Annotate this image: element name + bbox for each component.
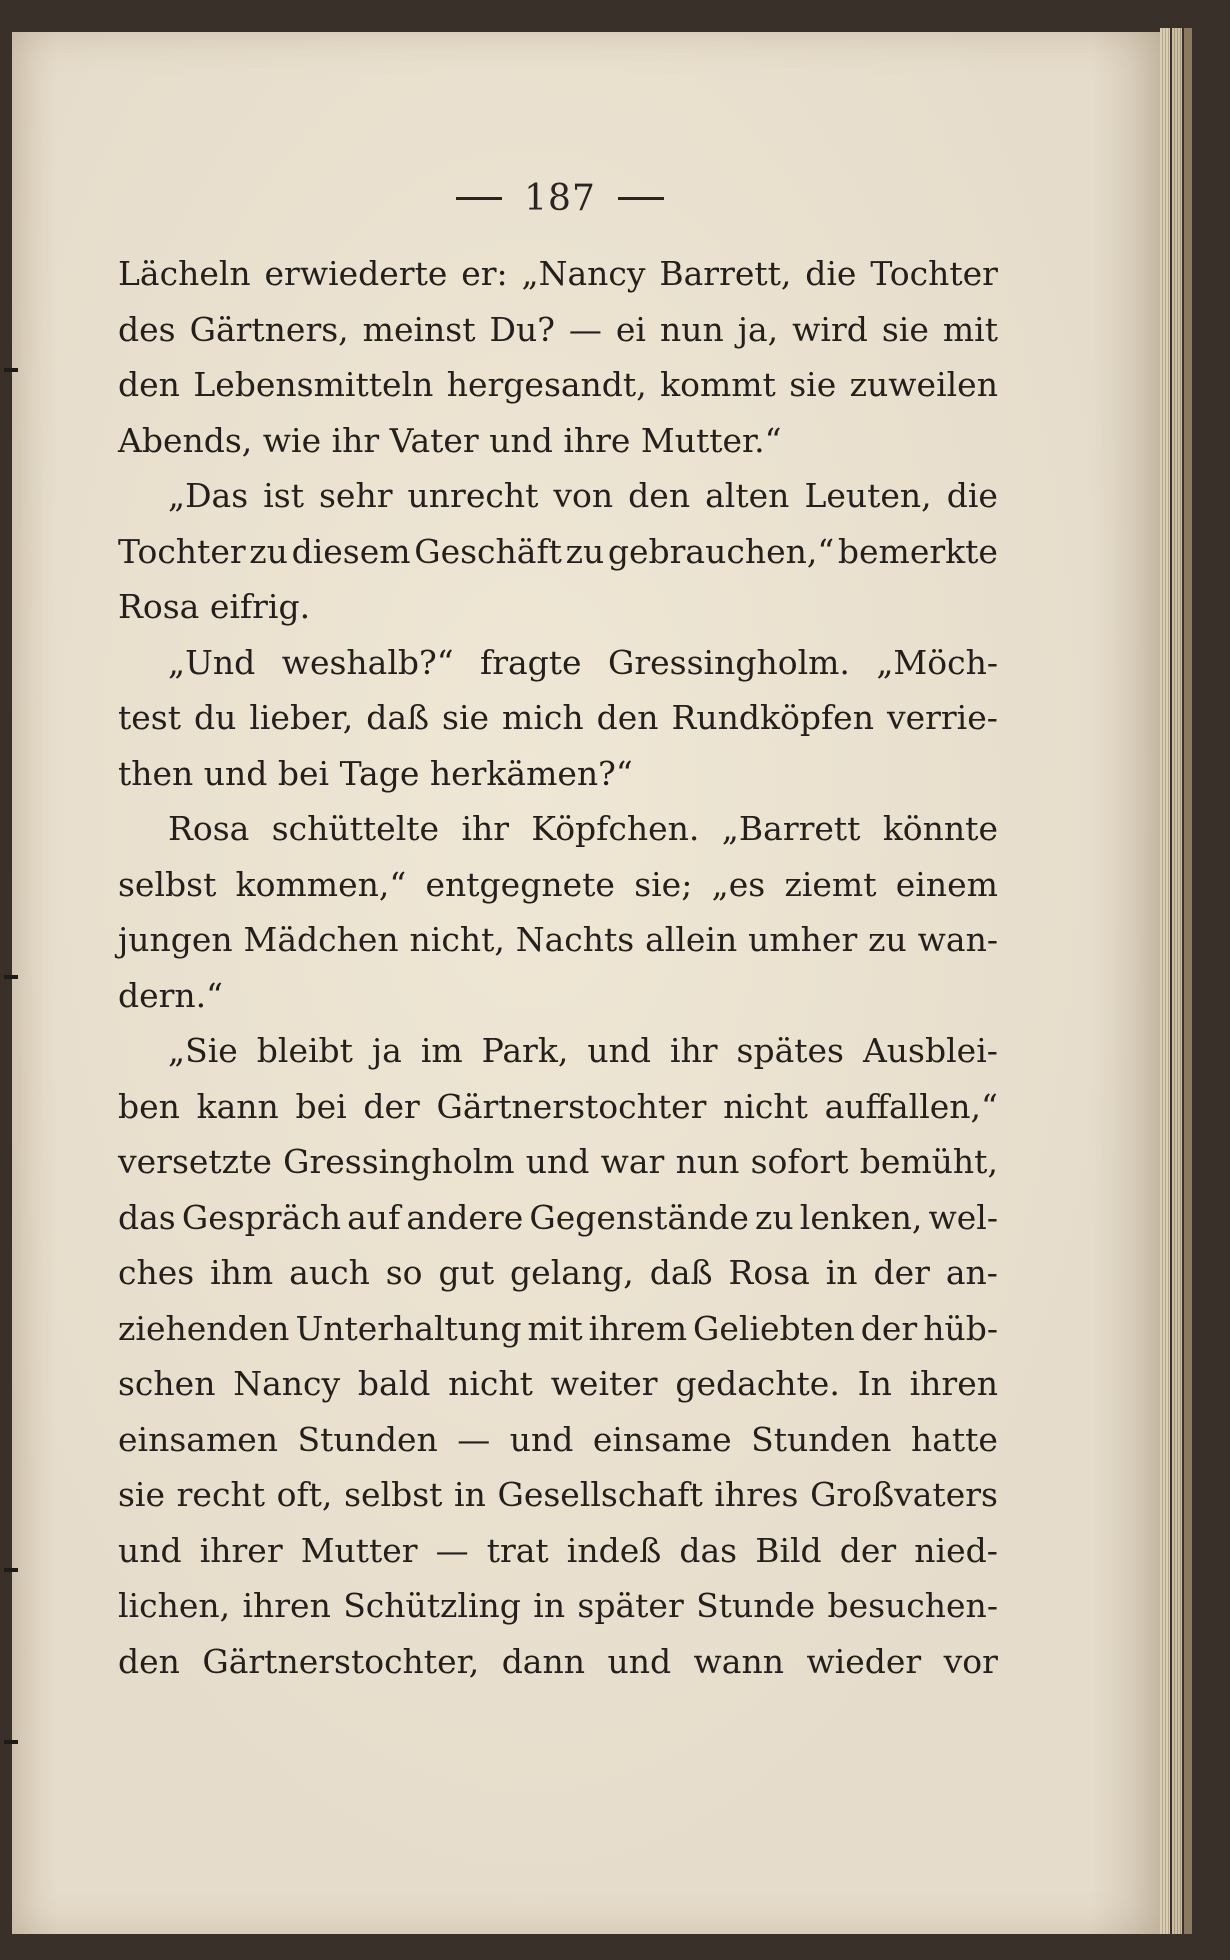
header-dash — [456, 197, 502, 200]
text-line: sie recht oft, selbst in Gesellschaft ihres Großvaters — [118, 1475, 998, 1514]
text-line: jungen Mädchen nicht, Nachts allein umher zu wan- — [118, 920, 998, 959]
text-line: Tochter zu diesem Geschäft zu gebrauchen,“ bemerkte — [118, 531, 998, 571]
text-line: den Lebensmitteln hergesandt, kommt sie zuweilen — [118, 365, 998, 404]
text-line: das Gespräch auf andere Gegenstände zu lenken, wel- — [118, 1197, 998, 1237]
text-line: und ihrer Mutter — trat indeß das Bild der nied- — [118, 1530, 998, 1570]
text-line: Rosa eifrig. — [118, 587, 311, 626]
text-line: Rosa schüttelte ihr Köpfchen. „Barrett könnte — [168, 809, 998, 848]
text-line: ben kann bei der Gärtnerstochter nicht auffallen,“ — [118, 1086, 998, 1126]
binding-mark — [4, 368, 18, 372]
page-edge — [1172, 28, 1182, 1934]
text-line: einsamen Stunden — und einsame Stunden hatte — [118, 1419, 998, 1459]
text-line: lichen, ihren Schützling in später Stunde besuchen- — [118, 1586, 998, 1625]
text-line: dern.“ — [118, 975, 224, 1015]
body-text — [118, 246, 998, 1689]
text-line: Abends, wie ihr Vater und ihre Mutter.“ — [118, 420, 782, 460]
text-line: ches ihm auch so gut gelang, daß Rosa in der an- — [118, 1253, 998, 1292]
text-line: Lächeln erwiederte er: „Nancy Barrett, die Tochter — [118, 254, 998, 293]
page-number: 187 — [524, 177, 596, 219]
binding-mark — [4, 1740, 18, 1744]
page-header — [420, 168, 700, 228]
binding-mark — [4, 1568, 18, 1572]
text-line: „Und weshalb?“ fragte Gressingholm. „Möch- — [168, 642, 998, 682]
text-line: selbst kommen,“ entgegnete sie; „es ziemt einem — [118, 864, 998, 904]
text-line: „Sie bleibt ja im Park, und ihr spätes Ausblei- — [168, 1031, 998, 1070]
text-line: „Das ist sehr unrecht von den alten Leuten, die — [168, 476, 998, 515]
text-line: ziehenden Unterhaltung mit ihrem Geliebten der hüb- — [118, 1308, 998, 1348]
text-line: des Gärtners, meinst Du? — ei nun ja, wird sie mit — [118, 309, 998, 349]
binding-mark — [4, 975, 18, 979]
text-line: versetzte Gressingholm und war nun sofort bemüht, — [118, 1142, 998, 1181]
page-edge — [1160, 28, 1170, 1934]
text-line: schen Nancy bald nicht weiter gedachte. In ihren — [118, 1364, 998, 1403]
header-dash — [618, 197, 664, 200]
page-edge — [1184, 28, 1192, 1934]
text-line: den Gärtnerstochter, dann und wann wieder vor — [118, 1641, 998, 1681]
text-line: then und bei Tage herkämen?“ — [118, 753, 633, 793]
text-line: test du lieber, daß sie mich den Rundköpfen verrie- — [118, 698, 998, 737]
